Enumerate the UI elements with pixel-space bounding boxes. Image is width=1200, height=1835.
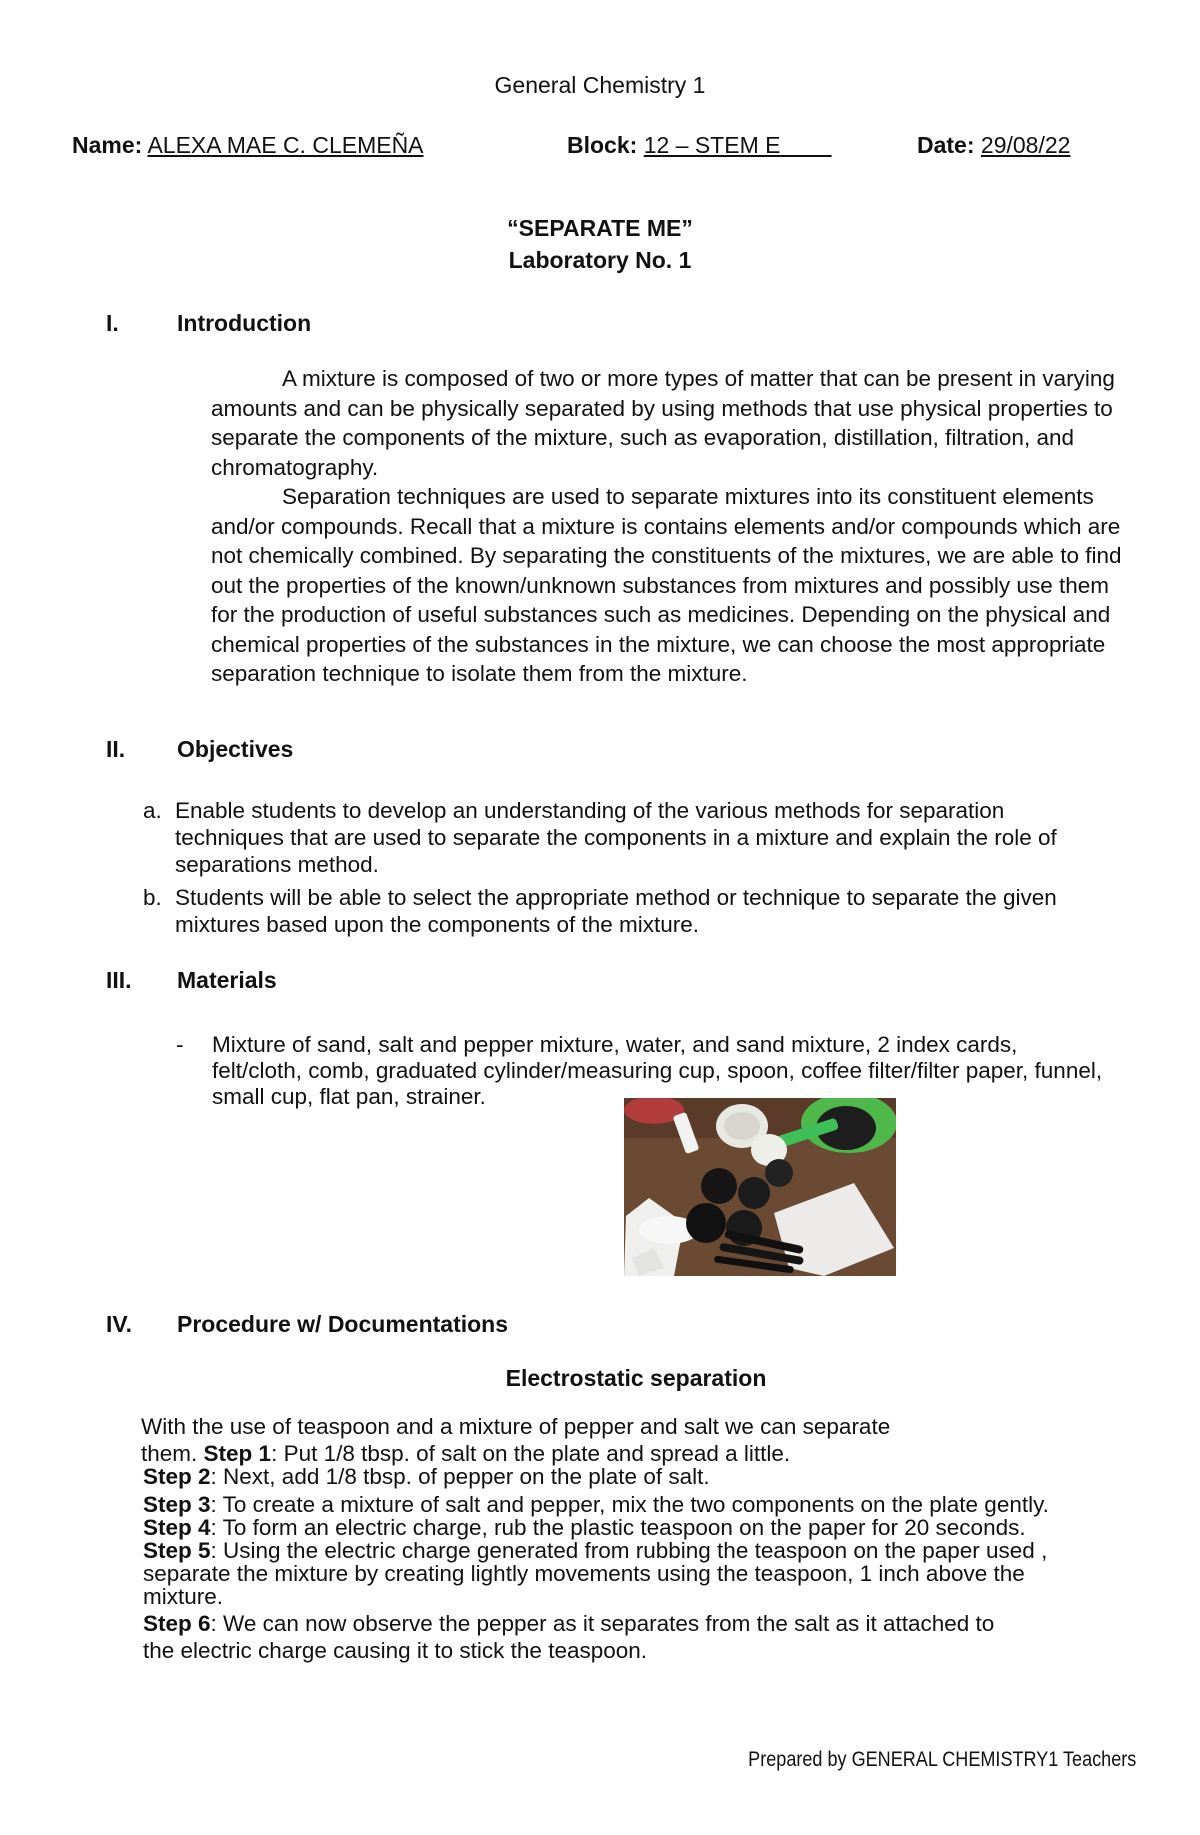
step-label: Step 5	[143, 1538, 211, 1563]
section-number-materials: III.	[106, 967, 132, 993]
section-title-intro: Introduction	[177, 310, 312, 336]
intro-body	[211, 364, 1126, 689]
bullet-dash: -	[176, 1032, 184, 1057]
procedure-intro-line: With the use of teaspoon and a mixture of pepper and salt we can separate	[141, 1414, 891, 1439]
date-label: Date:	[917, 132, 975, 158]
section-title-objectives: Objectives	[177, 736, 294, 762]
step-label: Step 2	[143, 1464, 211, 1489]
step-text: : Using the electric charge generated from rubbing the teaspoon on the paper used ,	[210, 1538, 1048, 1563]
procedure-body	[141, 1414, 1131, 1674]
objective-label: b.	[143, 885, 162, 910]
step-text: : Next, add 1/8 tbsp. of pepper on the plate of salt.	[210, 1464, 710, 1489]
name-label: Name:	[72, 132, 143, 158]
procedure-line: mixture.	[143, 1584, 224, 1609]
footer-credit: Prepared by GENERAL CHEMISTRY1 Teachers	[747, 1748, 1136, 1771]
name-value: ALEXA MAE C. CLEMEÑA	[147, 132, 424, 158]
course-title: General Chemistry 1	[494, 72, 706, 98]
step-text: : Put 1/8 tbsp. of salt on the plate and spread a little.	[271, 1441, 791, 1466]
intro-paragraph-2: Separation techniques are used to separate mixtures into its constituent elements and/or compounds. Recall that a mixture is contains elements and/or compounds which are not chemically combined. By separating the constituents of the mixtures, we are able to find out the properties of the known/unknown substances from mixtures and possibly use them for the production of useful substances such as medicines. Depending on the physical and chemical properties of the substances in the mixture, we can choose the most appropriate separation technique to isolate them from the mixture.	[211, 484, 1122, 686]
step-label: Step 3	[143, 1492, 211, 1517]
step-label: Step 6	[143, 1611, 211, 1636]
block-label: Block:	[567, 132, 638, 158]
step-text: : We can now observe the pepper as it separates from the salt as it attached to	[210, 1611, 995, 1636]
procedure-intro-tail: them.	[141, 1441, 198, 1466]
lab-title: “SEPARATE ME”	[507, 215, 693, 241]
section-title-materials: Materials	[177, 967, 277, 993]
step-label: Step 4	[143, 1515, 211, 1540]
section-number-objectives: II.	[106, 736, 126, 762]
name-field	[72, 132, 424, 159]
step-label: Step 1	[203, 1441, 272, 1466]
objective-label: a.	[143, 798, 162, 823]
lab-number: Laboratory No. 1	[508, 247, 692, 273]
objective-item	[143, 797, 1083, 882]
section-title-procedure: Procedure w/ Documentations	[177, 1311, 509, 1337]
date-field	[917, 132, 1070, 159]
procedure-line	[143, 1611, 994, 1637]
intro-paragraph-1: A mixture is composed of two or more types of matter that can be present in varying amounts and can be physically separated by using methods that use physical properties to separate the components of the mixture, such as evaporation, distillation, filtration, and chromatography.	[211, 366, 1115, 480]
step-text: : To form an electric charge, rub the plastic teaspoon on the paper for 20 seconds.	[210, 1515, 1026, 1540]
section-number-intro: I.	[106, 310, 119, 336]
block-value: 12 – STEM E	[643, 132, 781, 158]
objective-text: Students will be able to select the appropriate method or technique to separate the given mixtures based upon the components of the mixture.	[175, 885, 1057, 937]
procedure-subtitle: Electrostatic separation	[505, 1365, 767, 1391]
materials-photo	[624, 1098, 896, 1276]
block-field	[567, 132, 832, 159]
objective-item	[143, 884, 1083, 944]
date-value: 29/08/22	[980, 132, 1071, 158]
procedure-line: separate the mixture by creating lightly movements using the teaspoon, 1 inch above the	[143, 1561, 1025, 1586]
procedure-line: the electric charge causing it to stick the teaspoon.	[143, 1638, 648, 1663]
procedure-line	[143, 1464, 710, 1490]
section-number-procedure: IV.	[106, 1311, 133, 1337]
objective-text: Enable students to develop an understanding of the various methods for separation techniques that are used to separate the components in a mixture and explain the role of separations method.	[175, 798, 1057, 877]
step-text: : To create a mixture of salt and pepper, mix the two components on the plate gently.	[210, 1492, 1049, 1517]
materials-text: Mixture of sand, salt and pepper mixture, water, and sand mixture, 2 index cards, felt/cloth, comb, graduated cylinder/measuring cup, spoon, coffee filter/filter paper, funnel, small cup, flat pan, strainer.	[212, 1032, 1103, 1109]
